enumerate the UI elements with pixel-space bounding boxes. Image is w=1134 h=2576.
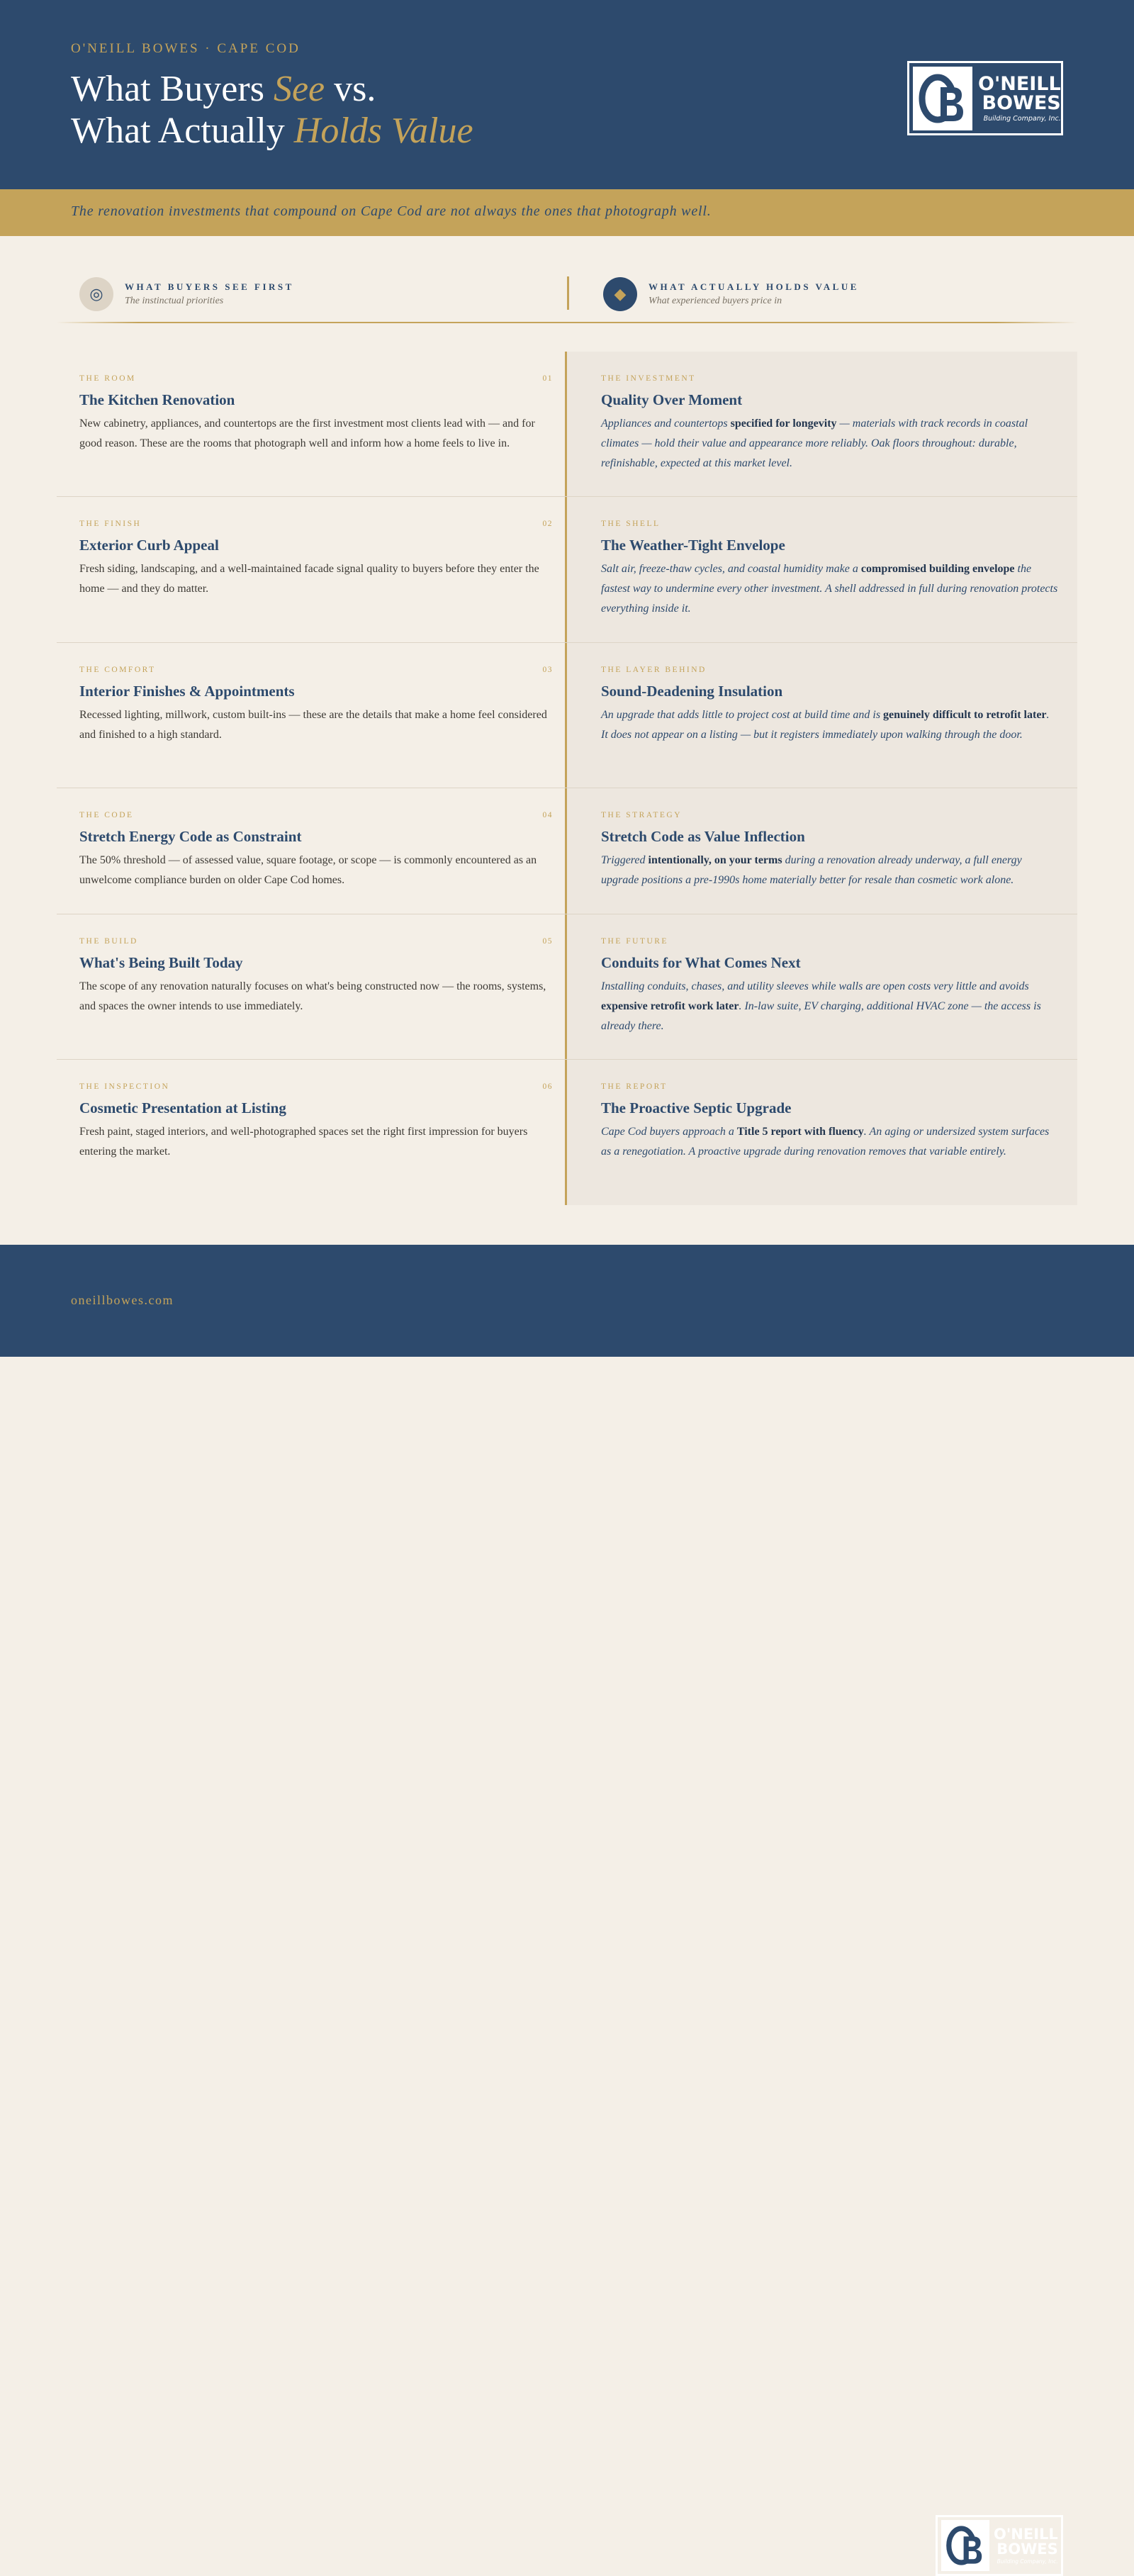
column-head-right	[603, 276, 859, 312]
item-title: The Proactive Septic Upgrade	[601, 1099, 792, 1116]
footer-logo	[936, 2515, 1063, 2576]
buyers-see-item	[79, 374, 553, 454]
column-title-right: WHAT ACTUALLY HOLDS VALUE	[649, 281, 859, 292]
item-body: Fresh siding, landscaping, and a well-maintained facade signal quality to buyers before they enter the home — and they do matter.	[79, 563, 539, 595]
item-body: The scope of any renovation naturally focuses on what's being constructed now — the rooms, systems, and spaces the owner intends to use immediately.	[79, 980, 546, 1012]
item-title: Stretch Energy Code as Constraint	[79, 828, 302, 845]
item-title: Sound-Deadening Insulation	[601, 683, 783, 700]
item-body: Installing conduits, chases, and utility sleeves while walls are open costs very little and avoids expensive retrofit work later. In-law suite, EV charging, additional HVAC zone — the access is already there.	[601, 980, 1041, 1032]
item-body: New cabinetry, appliances, and countertops are the first investment most clients lead with — and for good reason. These are the rooms that photograph well and inform how a home feels to live in.	[79, 418, 535, 449]
item-title: Stretch Code as Value Inflection	[601, 828, 805, 845]
logo-line1: O'NEILL	[978, 72, 1061, 95]
item-body: Appliances and countertops specified for longevity — materials with track records in coastal climates — hold their value and appearance more reliably. Oak floors throughout: durable, refinishable, expected at this market level.	[601, 418, 1028, 469]
logo-line1: O'NEILL	[994, 2525, 1058, 2543]
holds-value-item	[601, 666, 1058, 745]
item-title: Exterior Curb Appeal	[79, 537, 219, 554]
item-title: The Kitchen Renovation	[79, 391, 235, 408]
item-kicker: THE LAYER BEHIND	[601, 666, 707, 674]
page-footer	[0, 1245, 1134, 2565]
item-number: 05	[542, 937, 553, 946]
logo-tagline: Building Company, Inc.	[997, 2558, 1058, 2565]
brand-logo	[907, 61, 1063, 135]
item-title: Quality Over Moment	[601, 391, 743, 408]
item-body: The 50% threshold — of assessed value, square footage, or scope — is commonly encountered as an unwelcome compliance burden on older Cape Cod homes.	[79, 854, 537, 886]
item-number: 03	[542, 666, 553, 674]
column-head-divider	[567, 276, 569, 310]
item-kicker: THE INSPECTION	[79, 1082, 170, 1091]
item-kicker: THE SHELL	[601, 520, 661, 528]
monogram-icon	[941, 2520, 989, 2571]
diamond-icon: ◆	[603, 277, 637, 311]
item-title: Cosmetic Presentation at Listing	[79, 1099, 286, 1116]
header-rule	[57, 322, 1077, 323]
center-divider	[565, 352, 567, 1205]
buyers-see-item	[79, 666, 553, 745]
item-number: 01	[542, 374, 553, 383]
item-kicker: THE INVESTMENT	[601, 374, 696, 383]
item-title: Interior Finishes & Appointments	[79, 683, 295, 700]
intro-text: The renovation investments that compound on Cape Cod are not always the ones that photograph well.	[71, 203, 712, 219]
holds-value-item	[601, 811, 1058, 890]
item-body: An upgrade that adds little to project cost at build time and is genuinely difficult to retrofit later. It does not appear on a listing — but it registers immediately upon walking through the door.	[601, 709, 1050, 741]
page-title: What Buyers See vs. What Actually Holds Value	[71, 69, 473, 151]
logo-line2: BOWES	[982, 91, 1061, 114]
holds-value-item	[601, 1082, 1058, 1162]
value-column-panel	[567, 352, 1077, 1205]
item-kicker: THE COMFORT	[79, 666, 156, 674]
item-title: Conduits for What Comes Next	[601, 954, 801, 971]
item-number: 06	[542, 1082, 553, 1091]
item-kicker: THE FINISH	[79, 520, 142, 528]
item-kicker: THE FUTURE	[601, 937, 668, 946]
item-body: Salt air, freeze-thaw cycles, and coastal humidity make a compromised building envelope the fastest way to undermine every other investment. A shell addressed in full during renovation protects everything inside it.	[601, 563, 1058, 615]
item-title: What's Being Built Today	[79, 954, 243, 971]
row-divider	[57, 496, 1077, 497]
column-title-left: WHAT BUYERS SEE FIRST	[125, 281, 294, 292]
item-kicker: THE ROOM	[79, 374, 136, 383]
intro-band	[0, 189, 1134, 236]
column-subtitle-left: The instinctual priorities	[125, 296, 224, 306]
holds-value-item	[601, 937, 1058, 1036]
item-kicker: THE REPORT	[601, 1082, 668, 1091]
item-title: The Weather-Tight Envelope	[601, 537, 785, 554]
item-kicker: THE CODE	[79, 811, 134, 819]
row-divider	[57, 642, 1077, 643]
item-number: 04	[542, 811, 553, 819]
holds-value-item	[601, 520, 1058, 619]
buyers-see-item	[79, 520, 553, 599]
page-header	[0, 0, 1134, 189]
logo-tagline: Building Company, Inc.	[983, 114, 1061, 123]
holds-value-item	[601, 374, 1058, 474]
target-icon: ◎	[79, 277, 113, 311]
column-subtitle-right: What experienced buyers price in	[649, 296, 782, 306]
item-body: Fresh paint, staged interiors, and well-photographed spaces set the right first impression for buyers entering the market.	[79, 1126, 528, 1158]
monogram-icon	[913, 67, 972, 130]
website-link[interactable]: oneillbowes.com	[71, 1293, 174, 1307]
item-body: Triggered intentionally, on your terms during a renovation already underway, a full energy upgrade positions a pre-1990s home materially better for resale than cosmetic work alone.	[601, 854, 1022, 886]
buyers-see-item	[79, 811, 553, 890]
buyers-see-item	[79, 937, 553, 1017]
item-kicker: THE STRATEGY	[601, 811, 683, 819]
logo-line2: BOWES	[997, 2540, 1058, 2558]
item-kicker: THE BUILD	[79, 937, 138, 946]
header-eyebrow: O'NEILL BOWES · CAPE COD	[71, 41, 301, 56]
item-body: Recessed lighting, millwork, custom built-ins — these are the details that make a home feel considered and finished to a high standard.	[79, 709, 547, 741]
buyers-see-item	[79, 1082, 553, 1162]
item-body: Cape Cod buyers approach a Title 5 report with fluency. An aging or undersized system surfaces as a renegotiation. A proactive upgrade during renovation removes that variable entirely.	[601, 1126, 1050, 1158]
column-head-left	[79, 276, 294, 312]
item-number: 02	[542, 520, 553, 528]
row-divider	[57, 1059, 1077, 1060]
